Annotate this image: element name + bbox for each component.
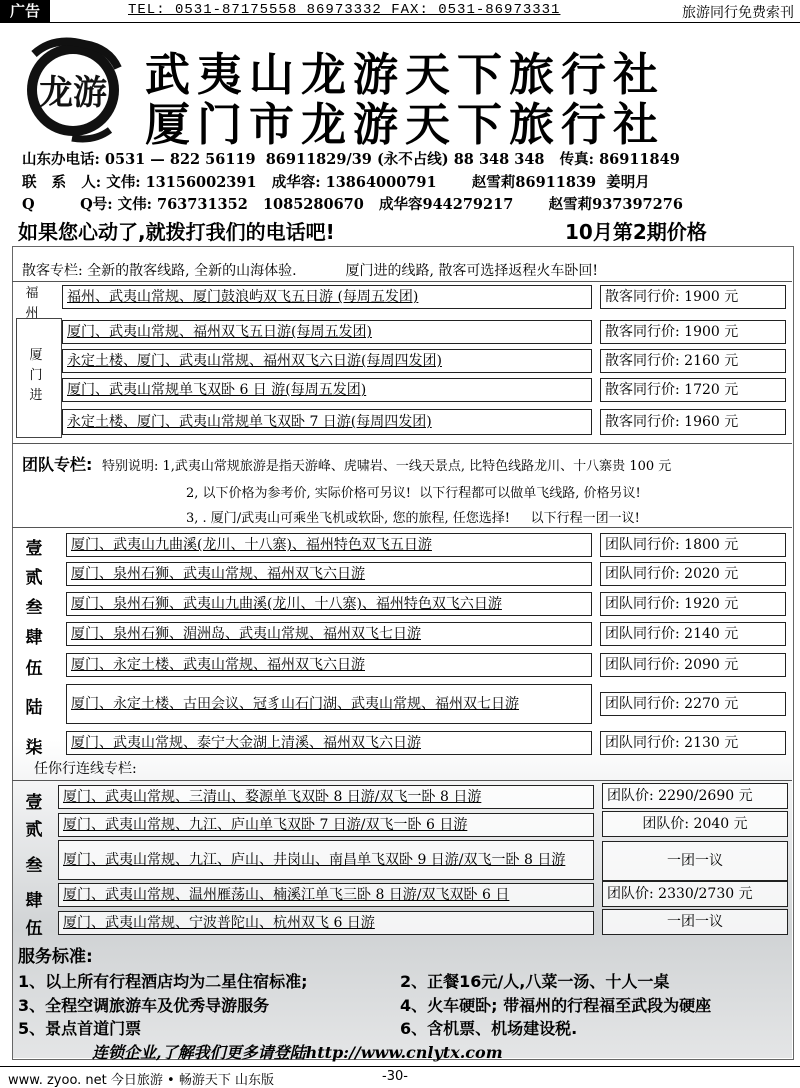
sanke-header: 散客专栏: 全新的散客线路, 全新的山海体验. 厦门进的线路, 散客可选择返程火车卧回! <box>22 263 598 279</box>
fuzhou-label: 福州 <box>25 286 39 321</box>
sanke-route: 福州、武夷山常规、厦门鼓浪屿双飞五日游 (每周五发团) <box>62 285 592 309</box>
row-number: 肆 <box>25 628 43 648</box>
divider <box>12 527 792 528</box>
team-route: 厦门、永定土楼、古田会议、冠豸山石门湖、武夷山常规、福州双七日游 <box>66 684 592 724</box>
team-price: 团队同行价: 1800 元 <box>600 533 786 557</box>
bottom-bar <box>0 1066 800 1088</box>
team-note: 特别说明: 1,武夷山常规旅游是指天游峰、虎啸岩、一线天景点, 比特色线路龙川、十八寨贵 100 元 <box>102 459 672 474</box>
row-number: 柒 <box>25 738 43 758</box>
service-item: 2、正餐16元/人,八菜一汤、十人一桌 <box>400 972 670 991</box>
free-travel-title: 任你行连线专栏: <box>34 761 137 777</box>
divider <box>12 281 792 282</box>
team-route: 厦门、永定土楼、武夷山常规、福州双飞六日游 <box>66 653 592 677</box>
row-number: 叁 <box>25 856 43 876</box>
service-item: 6、含机票、机场建设税. <box>400 1019 578 1038</box>
team-price: 团队同行价: 2090 元 <box>600 653 786 677</box>
service-item: 1、以上所有行程酒店均为二星住宿标准; <box>18 972 308 991</box>
dragon-logo <box>14 34 132 144</box>
page-number: -30- <box>382 1069 408 1084</box>
team-price: 团队同行价: 2130 元 <box>600 731 786 755</box>
row-number: 伍 <box>25 659 43 679</box>
company-title-xiamen: 厦门市龙游天下旅行社 <box>145 98 666 151</box>
sanke-route: 厦门、武夷山常规、福州双飞五日游(每周五发团) <box>62 320 592 344</box>
team-route: 厦门、泉州石狮、湄洲岛、武夷山常规、福州双飞七日游 <box>66 622 592 646</box>
row-number: 肆 <box>25 891 43 911</box>
sanke-route: 厦门、武夷山常规单飞双卧 6 日 游(每周五发团) <box>62 378 592 402</box>
company-title-wuyishan: 武夷山龙游天下旅行社 <box>145 48 666 101</box>
service-item: 3、全程空调旅游车及优秀导游服务 <box>18 996 270 1015</box>
top-contact-line: TEL: 0531-87175558 86973332 FAX: 0531-86973331 <box>128 2 561 18</box>
slogan: 如果您心动了,就拨打我们的电话吧! <box>18 220 335 244</box>
divider <box>12 443 792 444</box>
service-item: 4、火车硬卧; 带福州的行程福至武段为硬座 <box>400 996 712 1015</box>
team-route: 厦门、武夷山九曲溪(龙川、十八寨)、福州特色双飞五日游 <box>66 533 592 557</box>
free-price: 团队价: 2290/2690 元 <box>602 783 788 809</box>
logo-text: 龙游 <box>39 73 107 113</box>
price-period: 10月第2期价格 <box>565 220 707 244</box>
contact-qq-line: Q Q号: 文伟: 763731352 1085280670 成华容944279217 赵雪莉937397276 <box>22 196 683 213</box>
free-route: 厦门、武夷山常规、九江、庐山单飞双卧 7 日游/双飞一卧 6 日游 <box>58 813 594 837</box>
row-number: 壹 <box>25 539 43 559</box>
free-route: 厦门、武夷山常规、温州雁荡山、楠溪江单飞三卧 8 日游/双飞双卧 6 日 <box>58 883 594 907</box>
free-price: 团队价: 2040 元 <box>602 811 788 837</box>
row-number: 陆 <box>25 698 43 718</box>
website-link[interactable]: 连锁企业,了解我们更多请登陆http://www.cnlytx.com <box>92 1043 503 1062</box>
top-right-text: 旅游同行免费索刊 <box>682 5 794 21</box>
sanke-price: 散客同行价: 1900 元 <box>600 285 786 309</box>
contact-person-line: 联 系 人: 文伟: 13156002391 成华容: 13864000791 赵雪莉86911839 姜明月 <box>22 174 650 191</box>
free-price: 团队价: 2330/2730 元 <box>602 881 788 907</box>
team-route: 厦门、泉州石狮、武夷山常规、福州双飞六日游 <box>66 562 592 586</box>
free-route: 厦门、武夷山常规、宁波普陀山、杭州双飞 6 日游 <box>58 911 594 935</box>
team-section-title: 团队专栏: <box>22 455 93 474</box>
row-number: 贰 <box>25 568 43 588</box>
xiamen-label: 厦门进 <box>29 348 43 403</box>
row-number: 伍 <box>25 919 43 939</box>
team-price: 团队同行价: 2020 元 <box>600 562 786 586</box>
sanke-price: 散客同行价: 1720 元 <box>600 378 786 402</box>
sanke-price: 散客同行价: 1900 元 <box>600 320 786 344</box>
team-note: 3, . 厦门/武夷山可乘坐飞机或软卧, 您的旅程, 任您选择! 以下行程一团一议! <box>186 511 640 526</box>
team-price: 团队同行价: 2270 元 <box>600 692 786 716</box>
free-route: 厦门、武夷山常规、九江、庐山、井岗山、南昌单飞双卧 9 日游/双飞一卧 8 日游 <box>58 840 594 880</box>
free-price: 一团一议 <box>602 909 788 935</box>
sanke-route: 永定土楼、厦门、武夷山常规单飞双卧 7 日游(每周四发团) <box>62 409 592 435</box>
free-price: 一团一议 <box>602 841 788 881</box>
divider <box>12 780 792 781</box>
service-title: 服务标准: <box>18 947 93 967</box>
team-price: 团队同行价: 2140 元 <box>600 622 786 646</box>
team-route: 厦门、泉州石狮、武夷山九曲溪(龙川、十八寨)、福州特色双飞六日游 <box>66 592 592 616</box>
row-number: 贰 <box>25 820 43 840</box>
sanke-route: 永定土楼、厦门、武夷山常规、福州双飞六日游(每周四发团) <box>62 349 592 373</box>
sanke-price: 散客同行价: 1960 元 <box>600 409 786 435</box>
free-route: 厦门、武夷山常规、三清山、婺源单飞双卧 8 日游/双飞一卧 8 日游 <box>58 785 594 809</box>
sanke-price: 散客同行价: 2160 元 <box>600 349 786 373</box>
team-route: 厦门、武夷山常规、泰宁大金湖上清溪、福州双飞六日游 <box>66 731 592 755</box>
team-price: 团队同行价: 1920 元 <box>600 592 786 616</box>
row-number: 壹 <box>25 793 43 813</box>
row-number: 叁 <box>25 598 43 618</box>
bottom-publication: www. zyoo. net 今日旅游 • 畅游天下 山东版 <box>8 1073 274 1088</box>
contact-phone-line: 山东办电话: 0531 — 822 56119 86911829/39 (永不占线) 88 348 348 传真: 86911849 <box>22 151 680 168</box>
service-item: 5、景点首道门票 <box>18 1019 142 1038</box>
team-note: 2, 以下价格为参考价, 实际价格可另议! 以下行程都可以做单飞线路, 价格另议! <box>186 486 641 501</box>
ad-label: 广告 <box>0 0 50 22</box>
